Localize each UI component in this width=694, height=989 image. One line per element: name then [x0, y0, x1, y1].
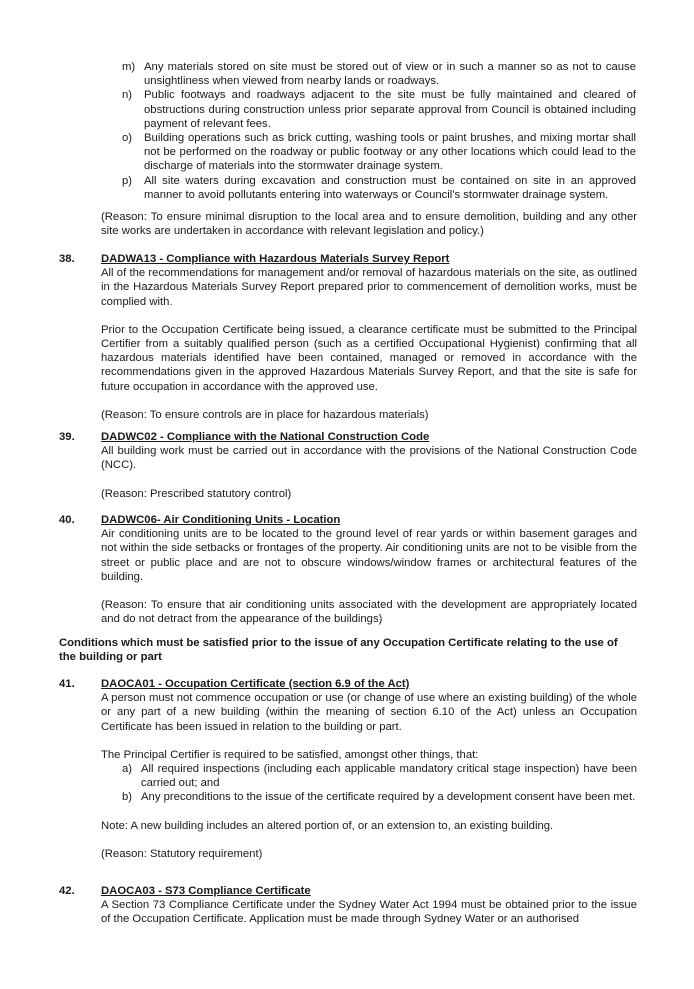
list-item-text: Any preconditions to the issue of the certificate required by a development consent have been met. [141, 791, 636, 804]
list-item-label: a) [122, 763, 133, 776]
condition-paragraph: All building work must be carried out in accordance with the provisions of the National Construction Code (NCC). [101, 445, 637, 472]
condition-41 [59, 677, 637, 861]
list-item [118, 88, 636, 131]
condition-title: DADWA13 - Compliance with Hazardous Materials Survey Report [101, 253, 450, 265]
condition-note: Note: A new building includes an altered portion of, or an extension to, an existing building. [101, 819, 554, 832]
condition-42 [59, 884, 637, 927]
list-item [118, 131, 636, 174]
list-item [119, 762, 637, 790]
condition-reason: (Reason: Prescribed statutory control) [101, 487, 292, 500]
list-item-label: p) [122, 174, 133, 187]
condition-paragraph: A Section 73 Compliance Certificate under the Sydney Water Act 1994 must be obtained prior to the issue of the Occupation Certificate. Application must be made through Sydney Water or an authorised [101, 899, 637, 926]
list-item-text: All site waters during excavation and construction must be contained on site in an approved manner to avoid pollutants entering into waterways or Council's stormwater drainage system. [144, 174, 636, 201]
list-item-label: o) [122, 132, 133, 145]
list-item-label: m) [122, 61, 136, 73]
reason-37: (Reason: To ensure minimal disruption to the local area and to ensure demolition, building and any other site works are undertaken in accordance with relevant legislation and policy.) [101, 211, 637, 238]
condition-reason: (Reason: To ensure controls are in place for hazardous materials) [101, 408, 429, 421]
list-item-label: b) [122, 791, 133, 804]
condition-paragraph: All of the recommendations for management and/or removal of hazardous materials on the site, as outlined in the Hazardous Materials Survey Report prepared prior to commencement of demolition works, must be complied with. [101, 267, 637, 308]
condition-title: DADWC06- Air Conditioning Units - Location [101, 514, 341, 526]
list-item-label: n) [122, 89, 133, 102]
list-item-text: Any materials stored on site must be stored out of view or in such a manner so as not to cause unsightliness when viewed from nearby lands or roadways. [144, 61, 636, 88]
condition-paragraph: The Principal Certifier is required to be satisfied, amongst other things, that: [101, 748, 479, 761]
list-item [119, 790, 637, 804]
condition-38 [59, 252, 637, 422]
occupation-section-heading: Conditions which must be satisfied prior to the issue of any Occupation Certificate relating to the use of the building or part [59, 637, 618, 664]
condition-39 [59, 430, 637, 501]
condition-list-m-p [118, 60, 636, 202]
condition-number: 40. [59, 514, 75, 526]
condition-reason: (Reason: To ensure that air conditioning units associated with the development are appropriately located and do not detract from the appearance of the buildings) [101, 599, 637, 626]
condition-title: DADWC02 - Compliance with the National Construction Code [101, 431, 430, 443]
condition-number: 41. [59, 678, 75, 690]
list-item [118, 174, 636, 202]
condition-paragraph: A person must not commence occupation or use (or change of use where an existing building) of the whole or any part of a new building (within the meaning of section 6.10 of the Act) unless an Occupation Certificate has been issued in relation to the building or part. [101, 692, 637, 733]
condition-title: DAOCA01 - Occupation Certificate (section 6.9 of the Act) [101, 678, 410, 690]
condition-title: DAOCA03 - S73 Compliance Certificate [101, 885, 311, 897]
list-item-text: All required inspections (including each applicable mandatory critical stage inspection) have been carried out; and [141, 763, 637, 790]
condition-number: 42. [59, 885, 75, 897]
list-item [118, 60, 636, 88]
condition-number: 39. [59, 431, 75, 443]
condition-number: 38. [59, 253, 75, 265]
condition-paragraph: Air conditioning units are to be located to the ground level of rear yards or within basement garages and not within the side setbacks or frontages of the property. Air conditioning units are not to be visible from the street or public place and are not to obscure windows/window frames or architectural features of the building. [101, 528, 637, 583]
condition-40 [59, 513, 637, 626]
list-item-text: Building operations such as brick cutting, washing tools or paint brushes, and mixing mortar shall not be performed on the roadway or public footway or any other locations which could lead to the discharge of materials into the stormwater drainage system. [144, 132, 636, 173]
condition-reason: (Reason: Statutory requirement) [101, 847, 263, 860]
list-item-text: Public footways and roadways adjacent to the site must be fully maintained and cleared of obstructions during construction unless prior separate approval from Council is obtained including payment of relevant fees. [144, 89, 636, 130]
condition-paragraph: Prior to the Occupation Certificate being issued, a clearance certificate must be submitted to the Principal Certifier from a suitably qualified person (such as a certified Occupational Hygienist) confirming that all hazardous materials identified have been contained, managed or removed in accordance with the recommendations given in the approved Hazardous Materials Survey Report, and that the site is safe for future occupation in accordance with the approved use. [101, 323, 637, 393]
